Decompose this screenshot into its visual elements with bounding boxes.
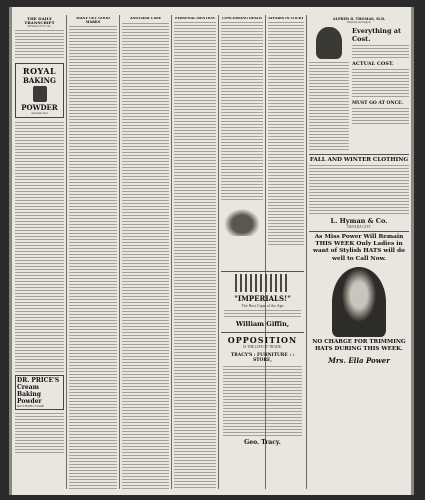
column-6-heading: AFFAIRS IN COURT [268,17,304,20]
illustration-figure [221,206,263,236]
column-5 [221,17,263,257]
column-2 [69,17,117,489]
page-right-edge [411,7,414,495]
miss-power-ad: As Miss Power Will Remain THIS WEEK Only Ladies in want of Stylish HATS will do well to Call Now. NO CHARGE FOR TRIMMING HATS DURING THIS WEEK. Mrs. Ella Power [312,234,406,365]
opposition-ad: OPPOSITION IS THE LIFE OF TRADE. TRACY'S : FURNITURE : : STORE, Geo. Tracy. [221,335,304,446]
column-1 [15,17,64,489]
masthead-title: THE DAILY TRANSCRIPT [24,17,55,26]
column-3-heading: ANOTHER CASE [129,17,162,20]
column-6 [268,17,304,257]
column-4-heading: PERSONAL MENTION [175,17,215,20]
thomas-ad: ALFRED D. THOMAS, M.D. Physician and Surgeon [332,17,386,24]
royal-baking-powder-ad: ROYAL BAKING POWDER Absolutely Pure [15,63,64,118]
masthead-date: NEVADA CITY, CAL. [27,25,52,29]
portrait-icon [316,27,342,59]
everything-at-cost-ad: Everything at Cost. ACTUAL COST. MUST GO AT ONCE. [349,27,409,152]
column-4 [174,17,216,489]
cigar-illustration-icon [235,274,290,292]
dr-price-ad: DR. PRICE'S Cream Baking Powder MOST PERFECT MADE [15,375,64,410]
page-left-edge [9,7,12,495]
lady-in-hat-illustration-icon [332,267,386,337]
fall-winter-clothing-ad: FALL AND WINTER CLOTHING L. Hyman & Co. NEVADA CITY [309,157,409,229]
newspaper-page [9,7,414,495]
baking-powder-can-icon [33,86,47,102]
column-3 [122,17,169,489]
column-5-heading: CONCERNING DEATH [222,17,262,20]
lower-middle-ads [221,269,304,491]
column-7-ads [309,17,409,489]
imperials-ad: "IMPERIALS!" The Best Cigar of the Age William Giffin, [221,274,304,328]
column-2-heading: MANY GET GOOD MARKS [75,17,110,24]
